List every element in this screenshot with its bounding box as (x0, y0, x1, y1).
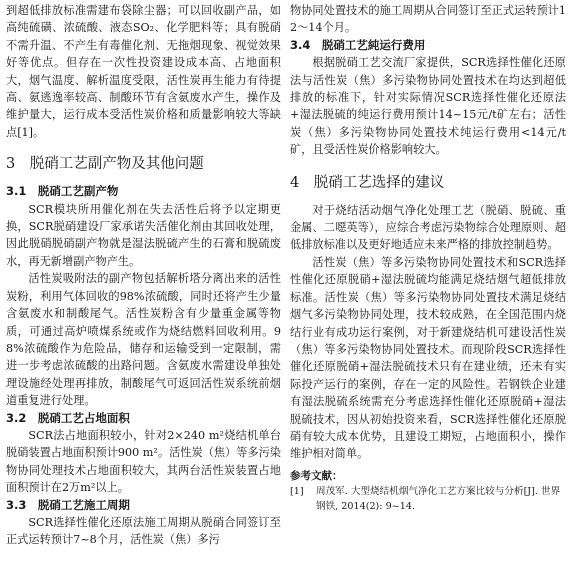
right-column (290, 0, 566, 514)
continued-paragraph: 物协同处置技术的施工周期从合同签订至正式运转预计12～14个月。 (290, 4, 566, 35)
left-column (6, 0, 281, 549)
section-3-1-title: 3.1 脱硝工艺副产物 (6, 184, 119, 199)
section-3-4-title: 3.4 脱硝工艺純运行费用 (290, 37, 426, 52)
intro-paragraph: 到超低排放标准需建布袋除尘器；可以回收副产品，如高纯硫磺、浓硫酸、液态SO₂、化学肥料等；具有脱硝不需升温、不产生有毒催化剂、无拖烟现象、视觉效果好等优点。但存在一次性投资建设成本高、占地面积大，烟气温度、解析温度受限，活性炭再生能力有待提高、氨逃逸率较高、制酸环节有含氨废水产生，操作及维护量大，运行成本受活性炭价格和质量影响较大等缺点[1]。 (6, 4, 281, 139)
reference-item (290, 484, 566, 514)
section-3-title: 3 脱硝工艺副产物及其他问题 (6, 156, 204, 173)
reference-number: [1] (290, 485, 304, 497)
section-3-2-paragraph: SCR法占地面积较小，针对2×240 m²烧结机单台脱硝装置占地面积预计900 m²。活性炭（焦）等多污染物协同处理技术占地面积较大，其两台活性炭装置占地面积预计在2万m²以上。 (6, 428, 281, 495)
section-3-3-paragraph: SCR选择性催化还原法施工周期从脱硝合同签订至正式运转预计7~8个月，活性炭（焦）多污 (6, 515, 281, 547)
section-3-4-paragraph: 根据脱硝工艺交流厂家提供，SCR选择性催化还原法与活性炭（焦）多污染物协同处置技术在均达到超低排放的标准下，针对实际情况SCR选择性催化还原法+湿法脱硫的纯运行费用预计14~15元/t矿左右；活性炭（焦）多污染物协同处置技术纯运行费用<14元/t矿，且受活性炭价格影响较大。 (290, 56, 566, 157)
section-3-2-title: 3.2 脱硝工艺占地面积 (6, 410, 130, 425)
section-4-title: 4 脱硝工艺选择的建议 (290, 174, 445, 191)
section-4-paragraph-1: 对于烧结活动烟气净化处理工艺（脱硝、脱硫、重金属、二噁英等），应综合考虑污染物综合处理原则、超低排放标准以及更好地适应未来严格的排放控制趋势。 (290, 203, 566, 252)
section-4-paragraph-2: 活性炭（焦）等多污染物协同处置技术和SCR选择性催化还原脱硝+湿法脱硫均能满足烧结烟气超低排放标准。活性炭（焦）等多污染物协同处置技术满足烧结烟气多污染物协同处理，技术较成熟，在全国范围内烧结行业有成功运行案例，对于新建烧结机可建设活性炭（焦）等多污染物协同处置技术。而现阶段SCR选择性催化还原脱硝+湿法脱硫技术只有在建业绩，还未有实际投产运行的案例，存在一定的风险性。若钢铁企业建有湿法脱硫系统需充分考虑选择性催化还原脱硝+湿法脱硫技术，因从初始投资来看，SCR选择性催化还原脱硝有较大成本优势，且建设工期短，占地面积小，操作维护相对简单。 (290, 255, 566, 461)
section-3-3-title: 3.3 脱硝工艺施工周期 (6, 497, 130, 512)
section-3-1-paragraph-1: SCR模块所用催化剂在失去活性后将予以定期更换，SCR脱硝建设厂家承诺失活催化剂由其回收处理，因此脱硝脱硝副产物就是湿法脱硫产生的石膏和脱硫废水，再无新增副产物产生。 (6, 202, 281, 268)
section-3-1-paragraph-2: 活性炭吸附法的副产物包括解析塔分离出来的活性炭粉，利用气体回收的98%浓硫酸，同时还将产生少量含氨废水和制酸尾气。活性炭粉含有少量重金属等物质，可通过高炉喷煤系统或作为烧结燃料回收利用。98%浓硫酸作为危险品，储存和运输受到一定限制，需进一步考虑浓硫酸的出路问题。含氨废水需建设单独处理设施经处理再排放，制酸尾气可返回活性炭系统前烟道重复进行处理。 (6, 272, 281, 408)
references-title: 参考文献： (290, 469, 343, 482)
reference-text: 周茂军. 大型烧结机烟气净化工艺方案比较与分析[J]. 世界钢铁, 2014(2): 9~14. (316, 485, 561, 512)
